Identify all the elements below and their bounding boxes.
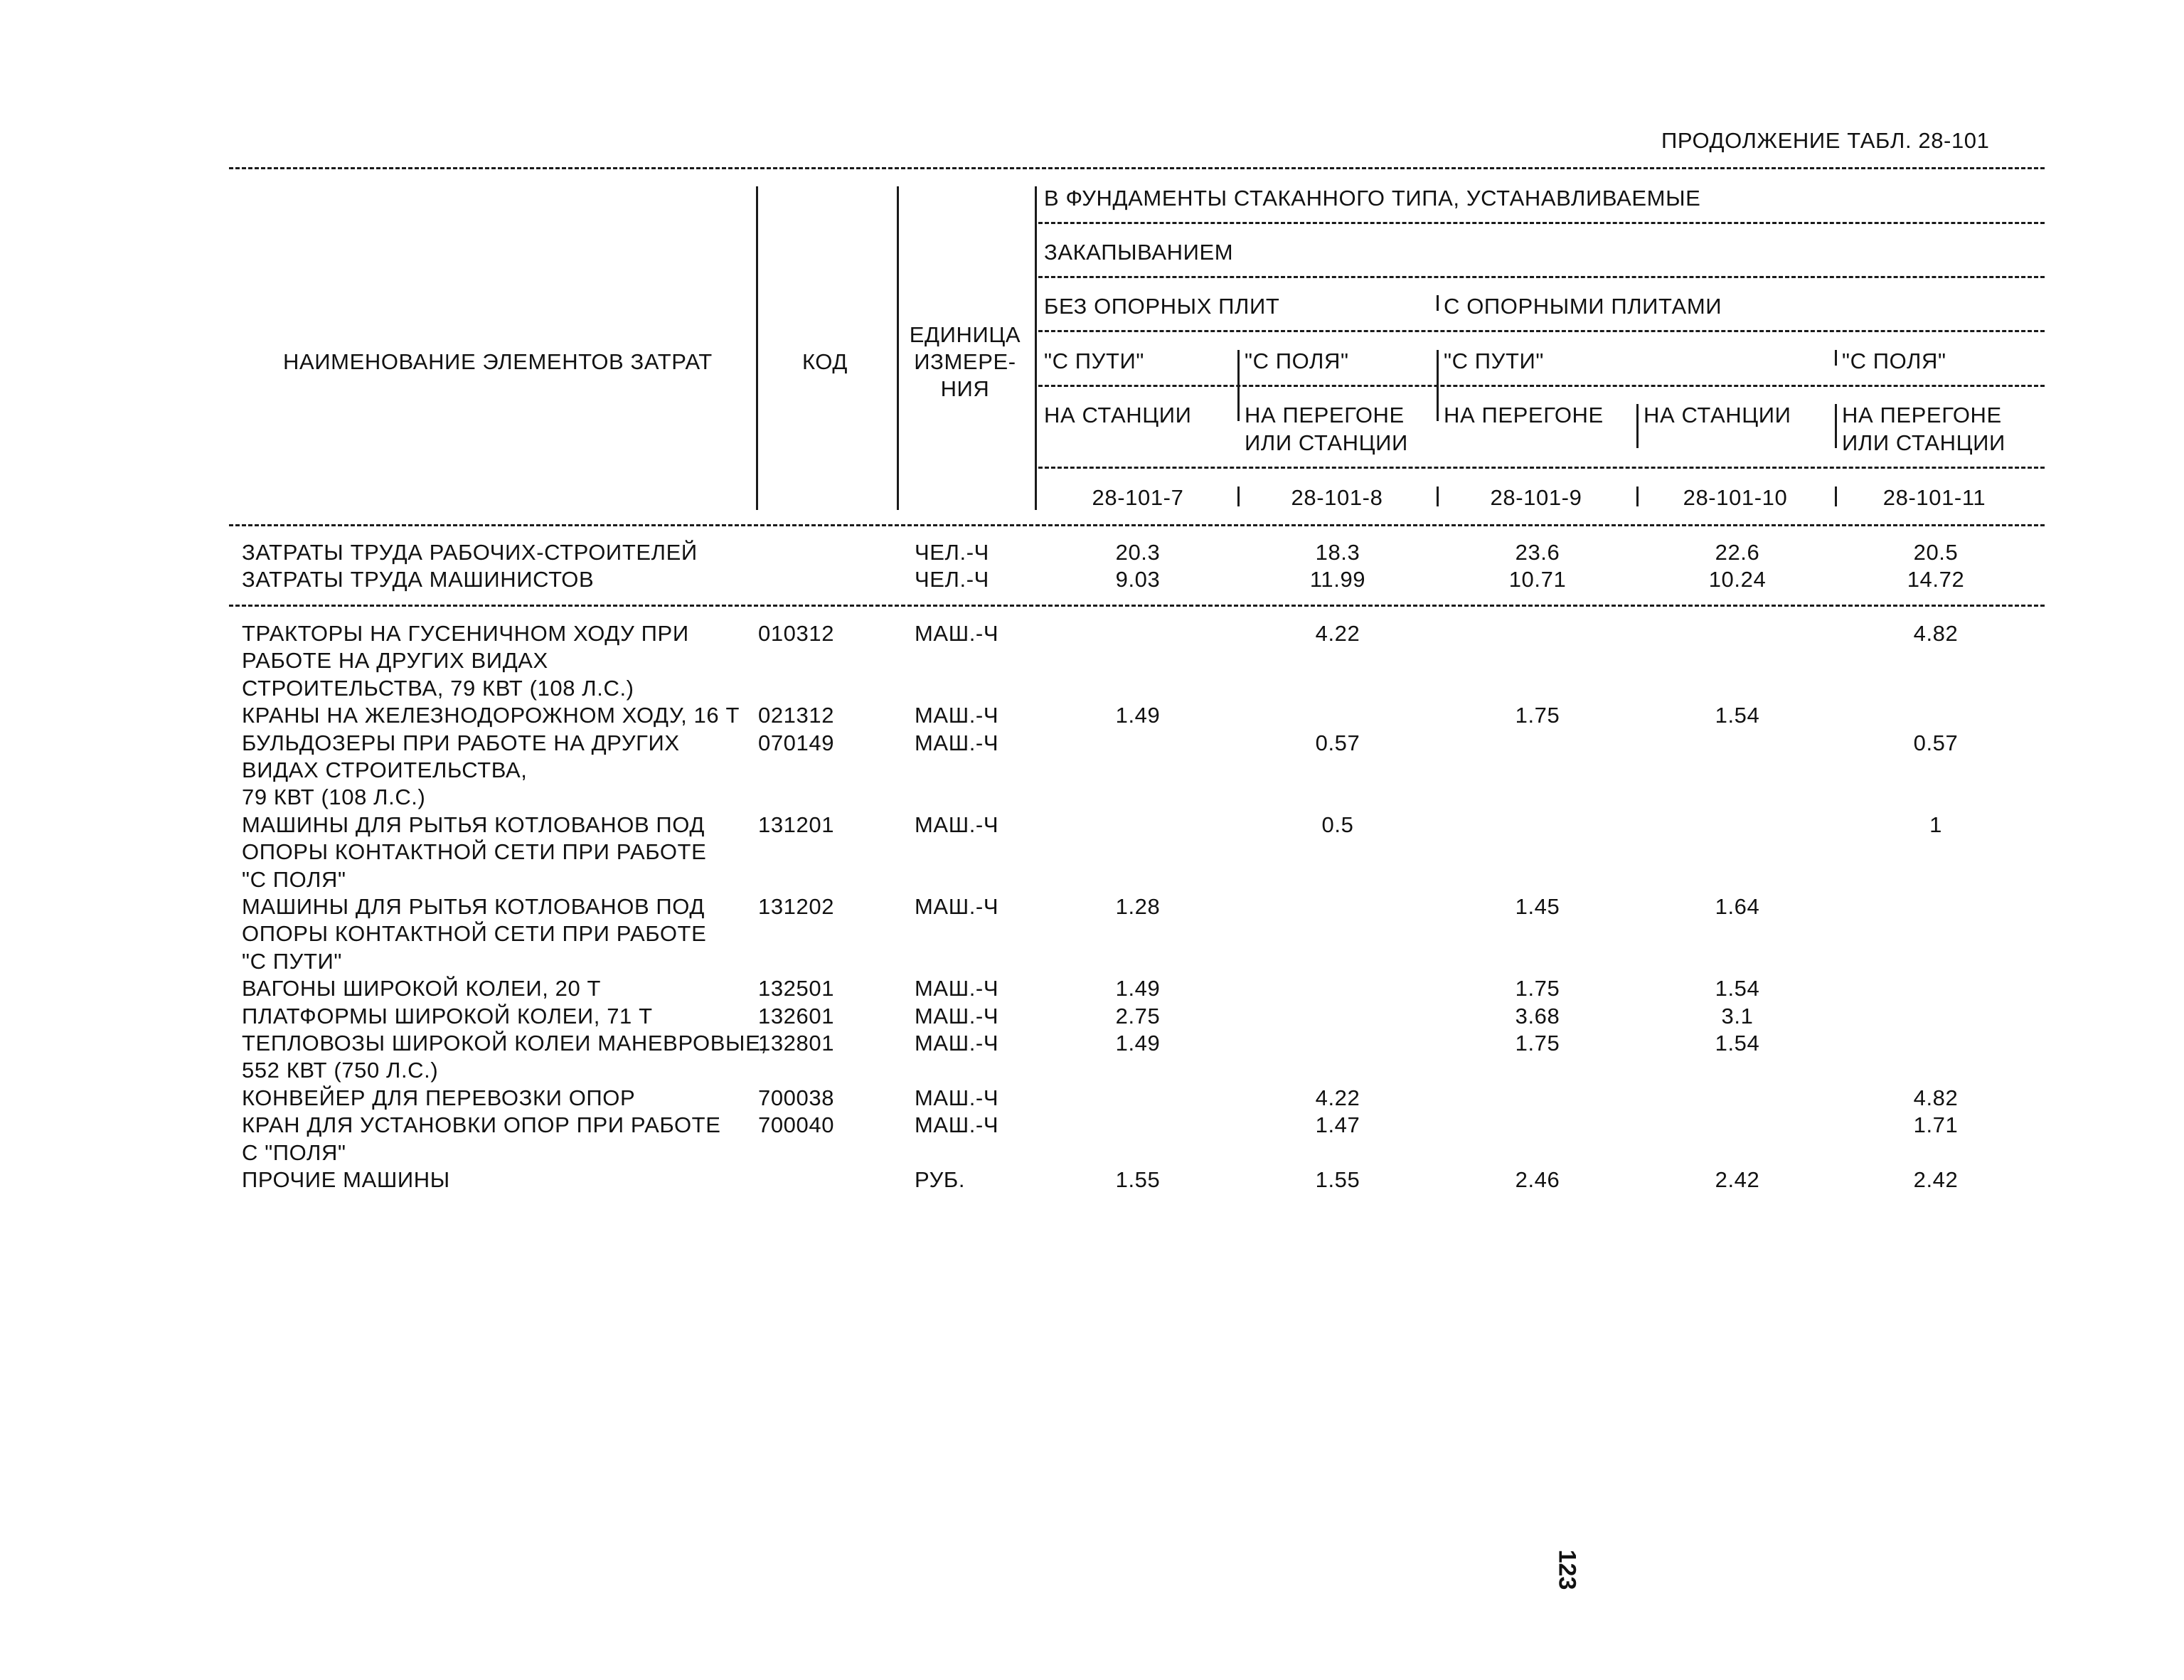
header-loc-1: НА СТАНЦИИ: [1044, 403, 1192, 427]
row-value: 1.55: [1315, 1167, 1360, 1192]
header-from-track-2: "С ПУТИ": [1444, 349, 1545, 373]
row-unit: ЧЕЛ.-Ч: [915, 540, 989, 565]
header-code-3: 28-101-9: [1490, 485, 1582, 510]
header-sub-no-plates: БЕЗ ОПОРНЫХ ПЛИТ: [1044, 294, 1280, 319]
row-value: 4.22: [1315, 621, 1360, 646]
header-from-track-1: "С ПУТИ": [1044, 349, 1145, 373]
row-value: 1.54: [1715, 703, 1760, 728]
row-value: 1: [1929, 812, 1942, 837]
header-sub-with-plates: С ОПОРНЫМИ ПЛИТАМИ: [1444, 294, 1722, 319]
row-name-line: ПЛАТФОРМЫ ШИРОКОЙ КОЛЕИ, 71 Т: [242, 1003, 653, 1028]
row-name-line: ОПОРЫ КОНТАКТНОЙ СЕТИ ПРИ РАБОТЕ: [242, 839, 707, 865]
row-name-line: ВИДАХ СТРОИТЕЛЬСТВА,: [242, 757, 528, 782]
header-rule-5: [1038, 467, 2045, 469]
continuation-label: ПРОДОЛЖЕНИЕ ТАБЛ. 28-101: [1661, 128, 1990, 153]
row-code: 131201: [758, 812, 835, 837]
row-value: 1.54: [1715, 1031, 1760, 1056]
row-name-line: МАШИНЫ ДЛЯ РЫТЬЯ КОТЛОВАНОВ ПОД: [242, 894, 705, 919]
row-value: 1.75: [1515, 976, 1560, 1001]
header-loc-4: НА СТАНЦИИ: [1644, 403, 1791, 427]
header-bottom-rule: [229, 524, 2045, 526]
row-value: 23.6: [1515, 540, 1560, 565]
row-name-line: С "ПОЛЯ": [242, 1139, 346, 1165]
header-rule-2: [1038, 276, 2045, 278]
row-code: 010312: [758, 621, 835, 646]
row-name-line: "С ПУТИ": [242, 948, 343, 974]
header-code-5: 28-101-11: [1882, 485, 1986, 510]
row-code: 021312: [758, 703, 835, 728]
row-name-line: СТРОИТЕЛЬСТВА, 79 КВТ (108 Л.С.): [242, 675, 634, 701]
row-name-line: БУЛЬДОЗЕРЫ ПРИ РАБОТЕ НА ДРУГИХ: [242, 730, 680, 755]
row-name-line: ТЕПЛОВОЗЫ ШИРОКОЙ КОЛЕИ МАНЕВРОВЫЕ,: [242, 1031, 767, 1056]
row-code: 700040: [758, 1112, 835, 1138]
subcol-divider-3: [1437, 350, 1439, 421]
row-name-line: ЗАТРАТЫ ТРУДА РАБОЧИХ-СТРОИТЕЛЕЙ: [242, 540, 698, 565]
row-name-line: МАШИНЫ ДЛЯ РЫТЬЯ КОТЛОВАНОВ ПОД: [242, 812, 705, 837]
row-value: 1.54: [1715, 976, 1760, 1001]
page-number: 123: [1553, 1549, 1581, 1590]
row-unit: МАШ.-Ч: [915, 621, 999, 646]
header-loc-3: НА ПЕРЕГОНЕ: [1444, 403, 1604, 427]
row-code: 132601: [758, 1003, 835, 1028]
header-group-2: ЗАКАПЫВАНИЕМ: [1044, 240, 1234, 265]
row-value: 1.47: [1315, 1112, 1360, 1138]
header-loc-5b: ИЛИ СТАНЦИИ: [1842, 430, 2005, 455]
subcol-divider-4b: [1636, 404, 1639, 448]
row-unit: МАШ.-Ч: [915, 730, 999, 755]
row-code: 700038: [758, 1085, 835, 1110]
col-divider-code: [897, 186, 899, 510]
header-loc-2b: ИЛИ СТАНЦИИ: [1245, 430, 1408, 455]
row-value: 1.49: [1115, 703, 1161, 728]
row-value: 9.03: [1115, 567, 1161, 592]
row-value: 2.75: [1115, 1003, 1161, 1028]
row-name-line: 79 КВТ (108 Л.С.): [242, 785, 426, 810]
row-value: 0.57: [1913, 730, 1959, 755]
subcol-divider-4: [1835, 350, 1837, 366]
row-name-line: ЗАТРАТЫ ТРУДА МАШИНИСТОВ: [242, 567, 595, 592]
row-unit: ЧЕЛ.-Ч: [915, 567, 989, 592]
row-value: 3.1: [1721, 1003, 1754, 1028]
header-code-2: 28-101-8: [1291, 485, 1383, 510]
row-value: 0.5: [1321, 812, 1354, 837]
row-value: 1.71: [1913, 1112, 1959, 1138]
section-rule: [229, 605, 2045, 607]
row-code: 132801: [758, 1031, 835, 1056]
col-divider-name: [756, 186, 758, 510]
row-code: 132501: [758, 976, 835, 1001]
header-top-rule: [229, 167, 2045, 169]
row-unit: МАШ.-Ч: [915, 894, 999, 919]
row-value: 4.82: [1913, 621, 1959, 646]
header-from-field-2: "С ПОЛЯ": [1842, 349, 1946, 373]
header-rule-4: [1038, 385, 2045, 387]
row-name-line: КРАН ДЛЯ УСТАНОВКИ ОПОР ПРИ РАБОТЕ: [242, 1112, 721, 1138]
header-code-col: КОД: [802, 349, 848, 374]
row-value: 2.42: [1715, 1167, 1760, 1192]
subcol-divider-5: [1835, 404, 1837, 448]
row-name-line: ВАГОНЫ ШИРОКОЙ КОЛЕИ, 20 Т: [242, 976, 602, 1001]
row-value: 20.3: [1115, 540, 1161, 565]
row-unit: МАШ.-Ч: [915, 1003, 999, 1028]
row-value: 1.55: [1115, 1167, 1161, 1192]
header-group-1: В ФУНДАМЕНТЫ СТАКАННОГО ТИПА, УСТАНАВЛИВАЕМЫЕ: [1044, 186, 1701, 211]
row-name-line: КРАНЫ НА ЖЕЛЕЗНОДОРОЖНОМ ХОДУ, 16 Т: [242, 703, 740, 728]
header-code-4: 28-101-10: [1683, 485, 1788, 510]
row-value: 2.46: [1515, 1167, 1560, 1192]
row-value: 1.45: [1515, 894, 1560, 919]
row-value: 1.75: [1515, 703, 1560, 728]
row-code: 131202: [758, 894, 835, 919]
row-value: 10.24: [1708, 567, 1767, 592]
row-unit: МАШ.-Ч: [915, 703, 999, 728]
row-value: 22.6: [1715, 540, 1760, 565]
subcol-divider-2: [1237, 350, 1240, 421]
header-name-col: НАИМЕНОВАНИЕ ЭЛЕМЕНТОВ ЗАТРАТ: [283, 349, 713, 374]
row-unit: РУБ.: [915, 1167, 966, 1192]
row-value: 4.82: [1913, 1085, 1959, 1110]
row-name-line: КОНВЕЙЕР ДЛЯ ПЕРЕВОЗКИ ОПОР: [242, 1085, 636, 1110]
row-name-line: ПРОЧИЕ МАШИНЫ: [242, 1167, 450, 1192]
col-divider-unit: [1035, 186, 1037, 510]
row-value: 0.57: [1315, 730, 1360, 755]
row-value: 1.28: [1115, 894, 1161, 919]
header-unit-col-1: ЕДИНИЦА: [909, 322, 1021, 347]
row-code: 070149: [758, 730, 835, 755]
row-name-line: ТРАКТОРЫ НА ГУСЕНИЧНОМ ХОДУ ПРИ: [242, 621, 689, 646]
row-name-line: РАБОТЕ НА ДРУГИХ ВИДАХ: [242, 648, 548, 674]
row-value: 3.68: [1515, 1003, 1560, 1028]
row-name-line: "С ПОЛЯ": [242, 866, 346, 892]
header-from-field-1: "С ПОЛЯ": [1245, 349, 1349, 373]
row-value: 11.99: [1309, 567, 1366, 592]
header-unit-col-3: НИЯ: [940, 376, 990, 401]
row-value: 4.22: [1315, 1085, 1360, 1110]
header-loc-2a: НА ПЕРЕГОНЕ: [1245, 403, 1405, 427]
row-value: 1.49: [1115, 1031, 1161, 1056]
row-value: 14.72: [1907, 567, 1965, 592]
row-value: 1.64: [1715, 894, 1760, 919]
row-value: 2.42: [1913, 1167, 1959, 1192]
row-value: 1.49: [1115, 976, 1161, 1001]
header-rule-3: [1038, 330, 2045, 332]
header-code-1: 28-101-7: [1092, 485, 1184, 510]
row-unit: МАШ.-Ч: [915, 976, 999, 1001]
subcol-divider-plates: [1437, 295, 1439, 311]
row-value: 10.71: [1508, 567, 1567, 592]
header-rule-1: [1038, 222, 2045, 224]
header-loc-5a: НА ПЕРЕГОНЕ: [1842, 403, 2002, 427]
row-name-line: 552 КВТ (750 Л.С.): [242, 1058, 439, 1083]
header-unit-col-2: ИЗМЕРЕ-: [914, 349, 1016, 374]
row-unit: МАШ.-Ч: [915, 812, 999, 837]
row-unit: МАШ.-Ч: [915, 1031, 999, 1056]
row-unit: МАШ.-Ч: [915, 1112, 999, 1138]
row-value: 1.75: [1515, 1031, 1560, 1056]
row-value: 20.5: [1913, 540, 1959, 565]
row-value: 18.3: [1315, 540, 1360, 565]
row-name-line: ОПОРЫ КОНТАКТНОЙ СЕТИ ПРИ РАБОТЕ: [242, 921, 707, 947]
row-unit: МАШ.-Ч: [915, 1085, 999, 1110]
